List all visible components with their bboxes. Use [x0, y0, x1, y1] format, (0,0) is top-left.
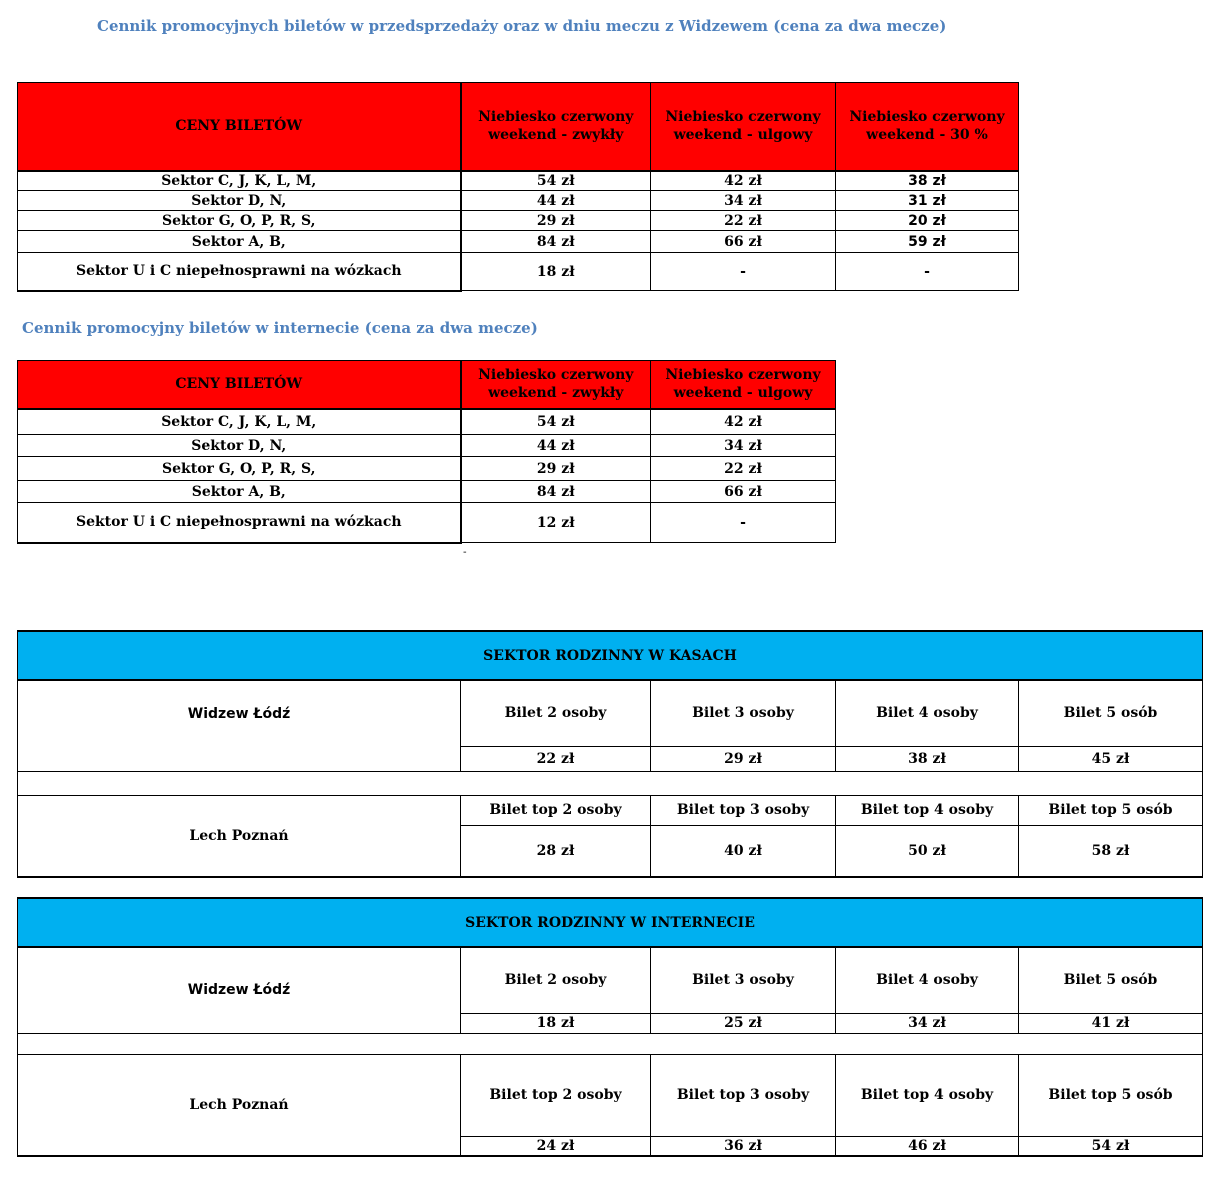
- column-header: Niebiesko czerwony weekend - zwykły: [461, 361, 651, 409]
- price-cell: 38 zł: [836, 746, 1019, 771]
- price-cell: -: [651, 503, 836, 543]
- price-cell: 38 zł: [836, 171, 1019, 191]
- price-cell: 66 zł: [651, 481, 836, 503]
- price-cell: 46 zł: [836, 1136, 1019, 1156]
- price-cell: 24 zł: [461, 1136, 651, 1156]
- sector-label: Sektor C, J, K, L, M,: [18, 171, 461, 191]
- team-label-widzew: Widzew Łódź: [18, 680, 461, 771]
- price-cell: 34 zł: [651, 435, 836, 457]
- price-cell: 45 zł: [1019, 746, 1203, 771]
- sector-label: Sektor U i C niepełnosprawni na wózkach: [18, 253, 461, 291]
- price-cell: 50 zł: [836, 825, 1019, 877]
- price-cell: 84 zł: [461, 231, 651, 253]
- price-cell: 29 zł: [461, 211, 651, 231]
- price-cell: 54 zł: [461, 171, 651, 191]
- ticket-type: Bilet top 5 osób: [1019, 795, 1203, 825]
- sector-label: Sektor C, J, K, L, M,: [18, 409, 461, 435]
- price-list-title-online: Cennik promocyjny biletów w internecie (cena za dwa mecze): [22, 319, 538, 337]
- price-cell: 22 zł: [651, 211, 836, 231]
- price-cell: 18 zł: [461, 1013, 651, 1033]
- ticket-type: Bilet 4 osoby: [836, 680, 1019, 746]
- price-cell: 29 zł: [461, 457, 651, 481]
- price-cell: 54 zł: [461, 409, 651, 435]
- price-cell: 58 zł: [1019, 825, 1203, 877]
- spacer-row: [18, 1033, 1203, 1054]
- column-header: Niebiesko czerwony weekend - 30 %: [836, 83, 1019, 171]
- price-cell: 41 zł: [1019, 1013, 1203, 1033]
- team-label-lech: Lech Poznań: [18, 1054, 461, 1156]
- sector-label: Sektor A, B,: [18, 481, 461, 503]
- ticket-type: Bilet 3 osoby: [651, 680, 836, 746]
- ticket-type: Bilet top 2 osoby: [461, 1054, 651, 1136]
- price-cell: 18 zł: [461, 253, 651, 291]
- column-header: Niebiesko czerwony weekend - ulgowy: [651, 361, 836, 409]
- family-sector-header: SEKTOR RODZINNY W KASACH: [18, 631, 1203, 680]
- price-cell: 34 zł: [836, 1013, 1019, 1033]
- ticket-type: Bilet 5 osób: [1019, 947, 1203, 1013]
- ticket-type: Bilet top 5 osób: [1019, 1054, 1203, 1136]
- price-cell: 34 zł: [651, 191, 836, 211]
- price-cell: 22 zł: [651, 457, 836, 481]
- price-cell: 42 zł: [651, 409, 836, 435]
- price-cell: 44 zł: [461, 435, 651, 457]
- ticket-type: Bilet 2 osoby: [461, 680, 651, 746]
- ticket-type: Bilet 3 osoby: [651, 947, 836, 1013]
- sector-label: Sektor G, O, P, R, S,: [18, 211, 461, 231]
- ticket-type: Bilet 4 osoby: [836, 947, 1019, 1013]
- sector-label: Sektor G, O, P, R, S,: [18, 457, 461, 481]
- price-cell: 54 zł: [1019, 1136, 1203, 1156]
- family-sector-online-table: [17, 897, 1203, 1157]
- price-cell: -: [836, 253, 1019, 291]
- ticket-type: Bilet top 4 osoby: [836, 795, 1019, 825]
- stray-dash: -: [463, 547, 467, 558]
- ticket-type: Bilet top 3 osoby: [651, 795, 836, 825]
- price-cell: 22 zł: [461, 746, 651, 771]
- team-label-widzew: Widzew Łódź: [18, 947, 461, 1033]
- price-cell: 12 zł: [461, 503, 651, 543]
- sector-label: Sektor D, N,: [18, 191, 461, 211]
- price-cell: 29 zł: [651, 746, 836, 771]
- price-cell: 20 zł: [836, 211, 1019, 231]
- price-cell: 28 zł: [461, 825, 651, 877]
- ticket-type: Bilet 2 osoby: [461, 947, 651, 1013]
- price-cell: 31 zł: [836, 191, 1019, 211]
- family-sector-box-office-table: [17, 630, 1203, 878]
- family-sector-header: SEKTOR RODZINNY W INTERNECIE: [18, 898, 1203, 947]
- price-cell: 59 zł: [836, 231, 1019, 253]
- price-cell: 25 zł: [651, 1013, 836, 1033]
- team-label-lech: Lech Poznań: [18, 795, 461, 877]
- table-header-ceny: CENY BILETÓW: [18, 361, 461, 409]
- online-price-table: [17, 360, 836, 544]
- price-cell: -: [651, 253, 836, 291]
- price-list-title-presale: Cennik promocyjnych biletów w przedsprzedaży oraz w dniu meczu z Widzewem (cena za dwa mecze): [97, 17, 947, 35]
- price-cell: 84 zł: [461, 481, 651, 503]
- ticket-type: Bilet 5 osób: [1019, 680, 1203, 746]
- presale-price-table: [17, 82, 1019, 292]
- sector-label: Sektor A, B,: [18, 231, 461, 253]
- table-header-ceny: CENY BILETÓW: [18, 83, 461, 171]
- ticket-type: Bilet top 3 osoby: [651, 1054, 836, 1136]
- ticket-type: Bilet top 2 osoby: [461, 795, 651, 825]
- price-cell: 66 zł: [651, 231, 836, 253]
- price-cell: 44 zł: [461, 191, 651, 211]
- price-cell: 40 zł: [651, 825, 836, 877]
- ticket-type: Bilet top 4 osoby: [836, 1054, 1019, 1136]
- column-header: Niebiesko czerwony weekend - zwykły: [461, 83, 651, 171]
- price-cell: 36 zł: [651, 1136, 836, 1156]
- sector-label: Sektor D, N,: [18, 435, 461, 457]
- price-cell: 42 zł: [651, 171, 836, 191]
- sector-label: Sektor U i C niepełnosprawni na wózkach: [18, 503, 461, 543]
- spacer-row: [18, 771, 1203, 795]
- column-header: Niebiesko czerwony weekend - ulgowy: [651, 83, 836, 171]
